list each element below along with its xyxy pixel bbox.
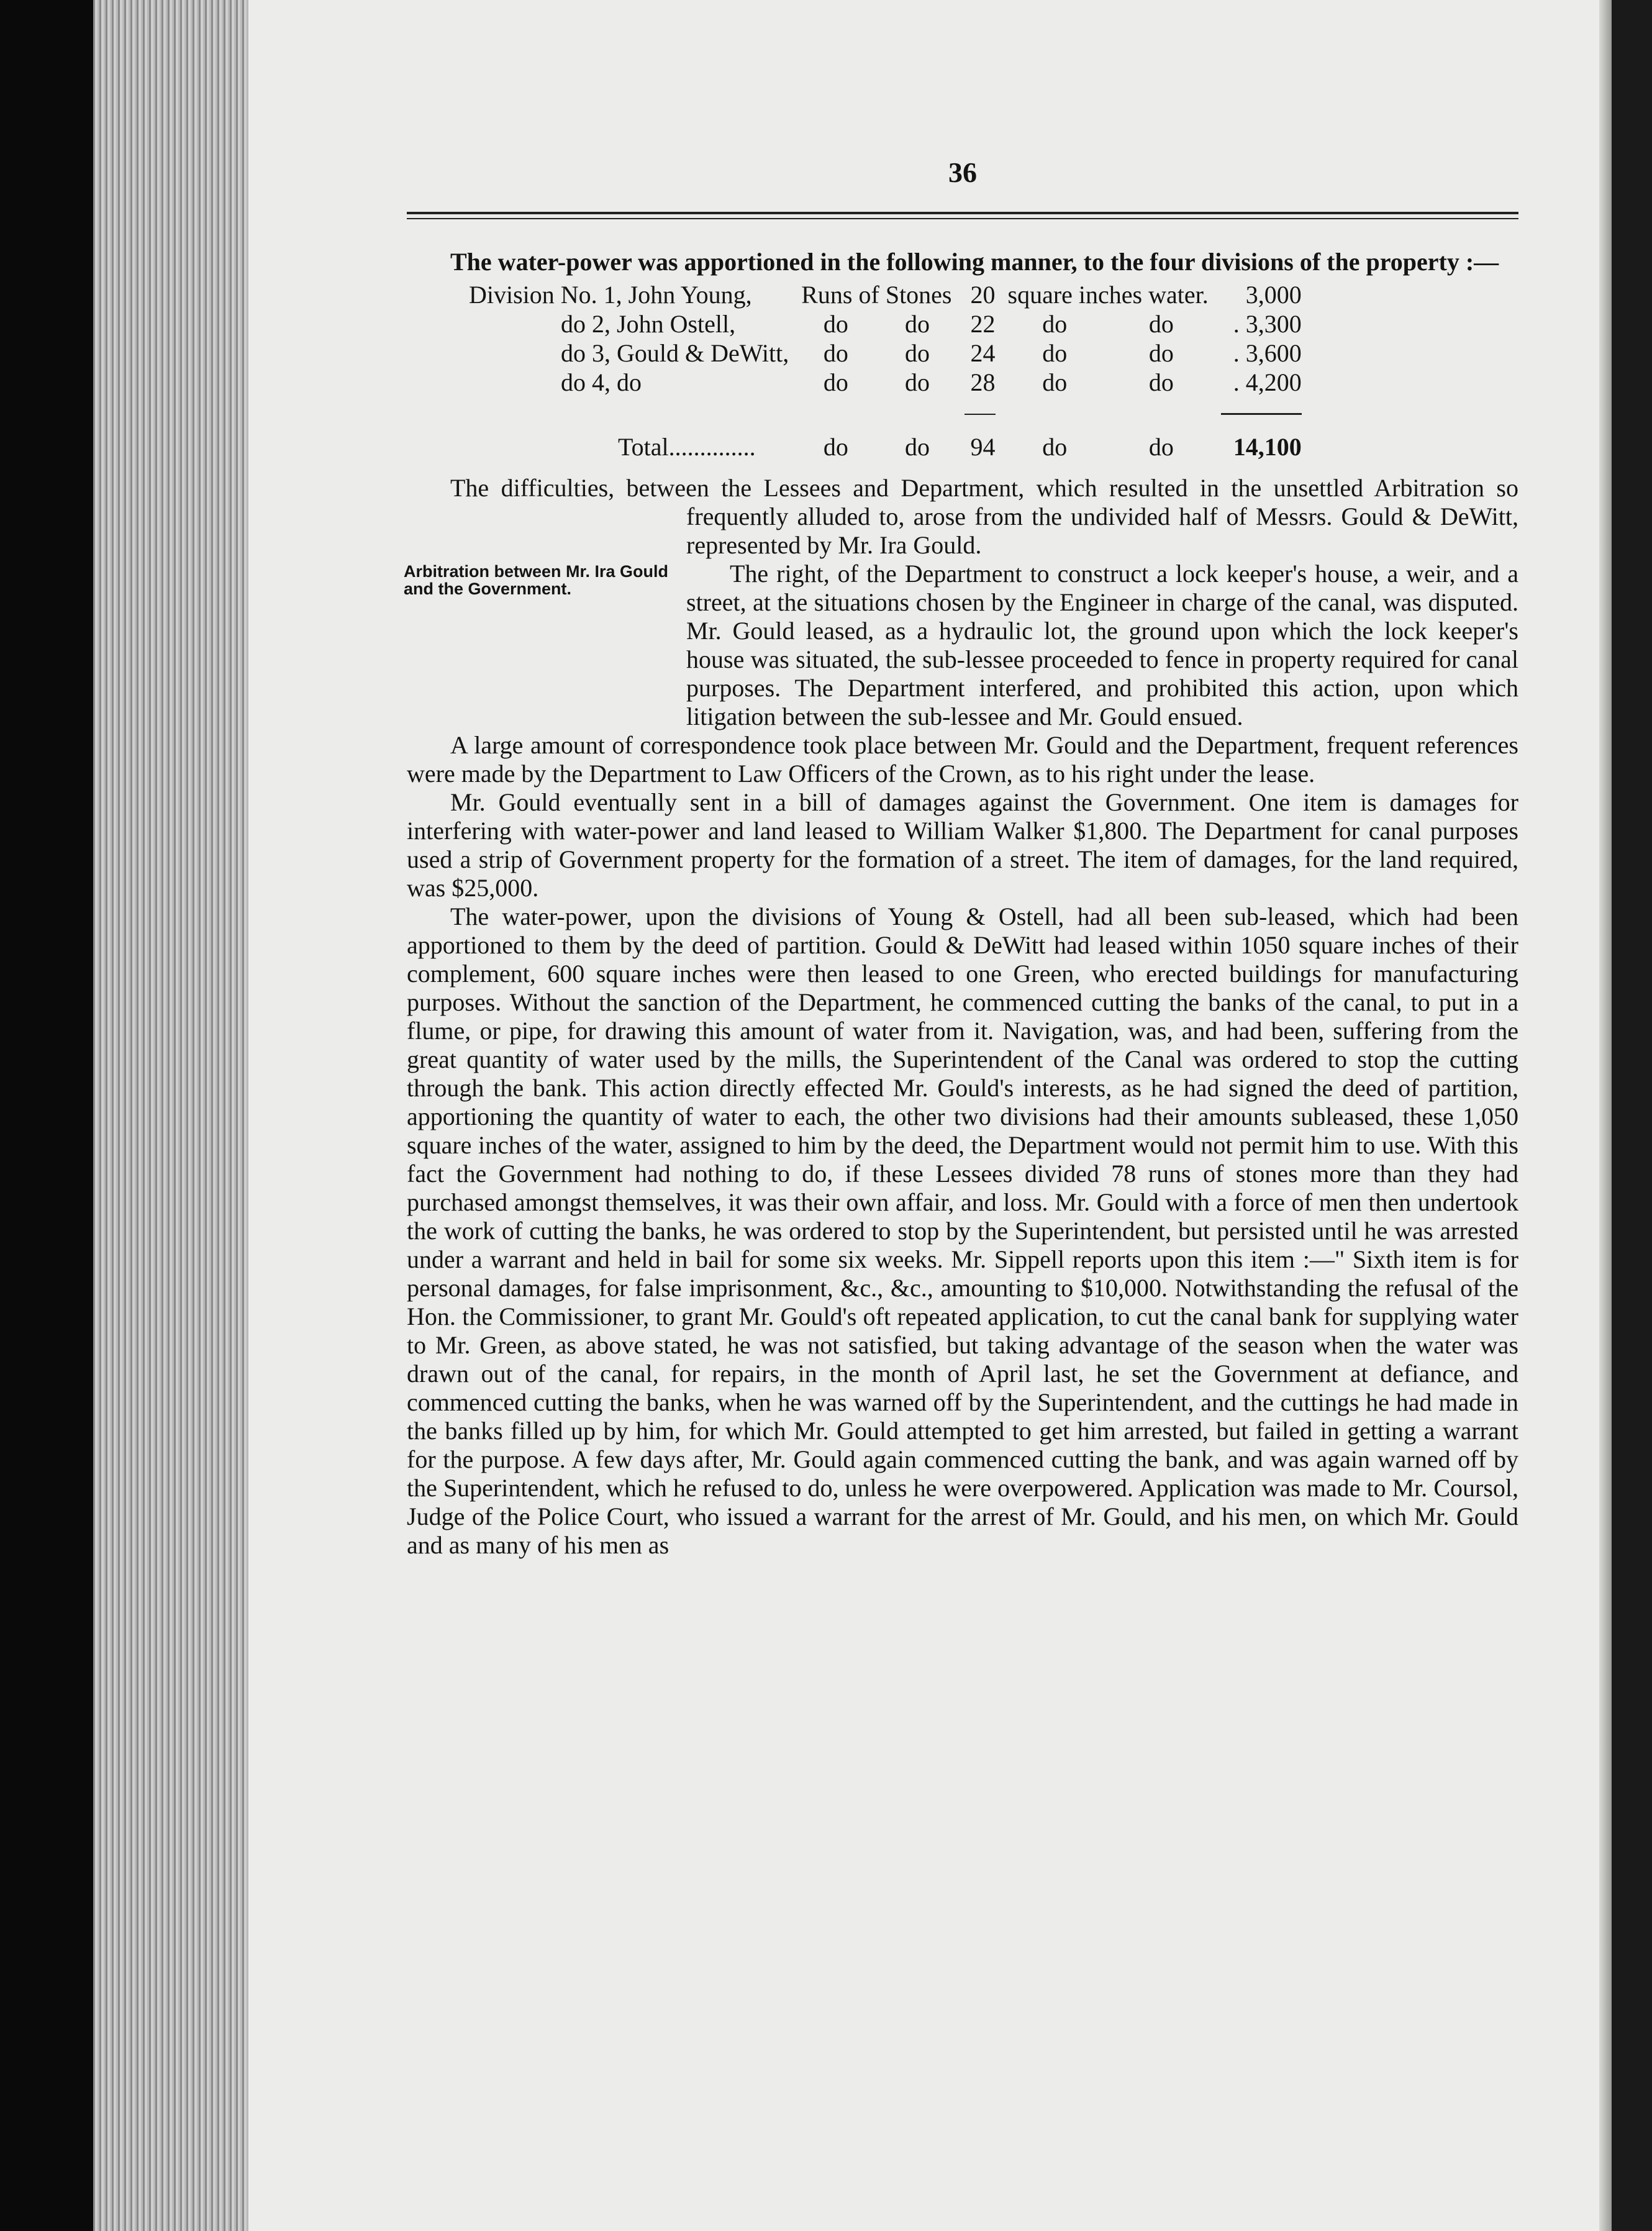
cell: do bbox=[1148, 310, 1174, 338]
sum-rule bbox=[964, 414, 996, 415]
intro-paragraph: The water-power was apportioned in the following manner, to the four divisions of the property :— bbox=[450, 248, 1499, 276]
total-label: Total.............. bbox=[618, 433, 756, 461]
scan-border bbox=[1612, 0, 1652, 2231]
table-row bbox=[463, 368, 1308, 397]
table-row bbox=[463, 280, 1308, 309]
paragraph-correspondence: A large amount of correspondence took place between Mr. Gould and the Department, frequent references were made by the Department to Law Officers of the Crown, as to his right under the lease. bbox=[407, 731, 1518, 788]
runs-cell: 22 bbox=[970, 310, 996, 338]
page-content bbox=[404, 157, 1518, 1560]
paragraph-bill-of-damages: Mr. Gould eventually sent in a bill of damages against the Government. One item is damages for interfering with water-power and land leased to William Walker $1,800. The Department for canal purposes used a strip of Government property for the formation of a street. The item of damages, for the land required, was $25,000. bbox=[407, 788, 1518, 902]
total-row bbox=[463, 426, 1308, 461]
sum-rule-row bbox=[463, 397, 1308, 426]
cell: do bbox=[1042, 433, 1068, 461]
cell: do bbox=[823, 368, 848, 396]
runs-cell: 20 bbox=[970, 281, 996, 309]
sum-rule bbox=[1221, 413, 1302, 415]
runs-cell: 28 bbox=[970, 368, 996, 396]
page-number: 36 bbox=[948, 157, 977, 188]
table-row bbox=[463, 309, 1308, 339]
cell: do bbox=[904, 339, 930, 367]
division-table bbox=[463, 280, 1308, 461]
runs-cell: 24 bbox=[970, 339, 996, 367]
margin-note: Arbitration between Mr. Ira Gould and the Government. bbox=[404, 562, 669, 598]
cell: do bbox=[1042, 339, 1068, 367]
value-cell: 3,000 bbox=[1245, 281, 1302, 309]
page-gutter-shadow bbox=[1599, 0, 1612, 2231]
header-rule bbox=[407, 212, 1518, 219]
cell: do bbox=[823, 339, 848, 367]
book-page-edges bbox=[93, 0, 248, 2231]
cell: do bbox=[1042, 310, 1068, 338]
value-cell: . 3,600 bbox=[1233, 339, 1302, 367]
cell: Runs of Stones bbox=[801, 281, 952, 309]
cell: square inches water. bbox=[1007, 281, 1209, 309]
cell: do bbox=[1148, 339, 1174, 367]
arbitration-section bbox=[404, 474, 1518, 731]
paragraph-difficulties: The difficulties, between the Lessees and Department, which resulted in the unsettled Arbitration so frequently alluded to, arose from the undivided half of Messrs. Gould & DeWitt, represented by Mr. Ira Gould. bbox=[450, 474, 1518, 559]
table-row bbox=[463, 339, 1308, 368]
cell: do bbox=[1148, 368, 1174, 396]
division-label: do 3, Gould & DeWitt, bbox=[561, 339, 789, 367]
cell: do bbox=[904, 433, 930, 461]
division-label: Division No. 1, John Young, bbox=[469, 281, 752, 309]
cell: do bbox=[1148, 433, 1174, 461]
cell: do bbox=[1042, 368, 1068, 396]
cell: do bbox=[904, 310, 930, 338]
paragraph-right-of-department: The right, of the Department to construct a lock keeper's house, a weir, and a street, at the situations chosen by the Engineer in charge of the canal, was disputed. Mr. Gould leased, as a hydraulic lot, the ground upon which the lock keeper's house was situated, the sub-lessee proceeded to fence in property required for canal purposes. The Department interfered, and prohibited this action, upon which litigation between the sub-lessee and Mr. Gould ensued. bbox=[686, 560, 1518, 730]
division-label: do 4, do bbox=[561, 368, 642, 396]
paragraph-water-power: The water-power, upon the divisions of Young & Ostell, had all been sub-leased, which had been apportioned to them by the deed of partition. Gould & DeWitt had leased within 1050 square inches of their complement, 600 square inches were then leased to one Green, who erected buildings for manufacturing purposes. Without the sanction of the Department, he commenced cutting the banks of the canal, to put in a flume, or pipe, for drawing this amount of water from it. Navigation, was, and had been, suffering from the great quantity of water used by the mills, the Superintendent of the Canal was ordered to stop the cutting through the bank. This action directly effected Mr. Gould's interests, as he had signed the deed of partition, apportioning the quantity of water to each, the other two divisions had their amounts subleased, these 1,050 square inches of the water, assigned to him by the deed, the Department would not permit him to use. With this fact the Government had nothing to do, if these Lessees divided 78 runs of stones more than they had purchased amongst themselves, it was their own affair, and loss. Mr. Gould with a force of men then undertook the work of cutting the banks, he was ordered to stop by the Superintendent, but persisted until he was arrested under a warrant and held in bail for some six weeks. Mr. Sippell reports upon this item :—" Sixth item is for personal damages, for false imprisonment, &c., &c., amounting to $10,000. Notwithstanding the refusal of the Hon. the Commissioner, to grant Mr. Gould's oft repeated application, to cut the canal bank for supplying water to Mr. Green, as above stated, he was not satisfied, but taking advantage of the season when the water was drawn out of the canal, for repairs, in the month of April last, he set the Government at defiance, and commenced cutting the banks, when he was warned off by the Superintendent, and the cuttings he had made in the banks filled up by him, for which Mr. Gould attempted to get him arrested, but failed in getting a warrant for the purpose. A few days after, Mr. Gould again commenced cutting the bank, and was again warned off by the Superintendent, which he refused to do, unless he were overpowered. Application was made to Mr. Coursol, Judge of the Police Court, who issued a warrant for the arrest of Mr. Gould, and his men, on which Mr. Gould and as many of his men as bbox=[407, 902, 1518, 1559]
cell: do bbox=[823, 433, 848, 461]
runs-cell: 94 bbox=[970, 433, 996, 461]
value-cell: . 3,300 bbox=[1233, 310, 1302, 338]
total-value: 14,100 bbox=[1233, 433, 1302, 461]
value-cell: . 4,200 bbox=[1233, 368, 1302, 396]
division-label: do 2, John Ostell, bbox=[561, 310, 736, 338]
cell: do bbox=[823, 310, 848, 338]
cell: do bbox=[904, 368, 930, 396]
